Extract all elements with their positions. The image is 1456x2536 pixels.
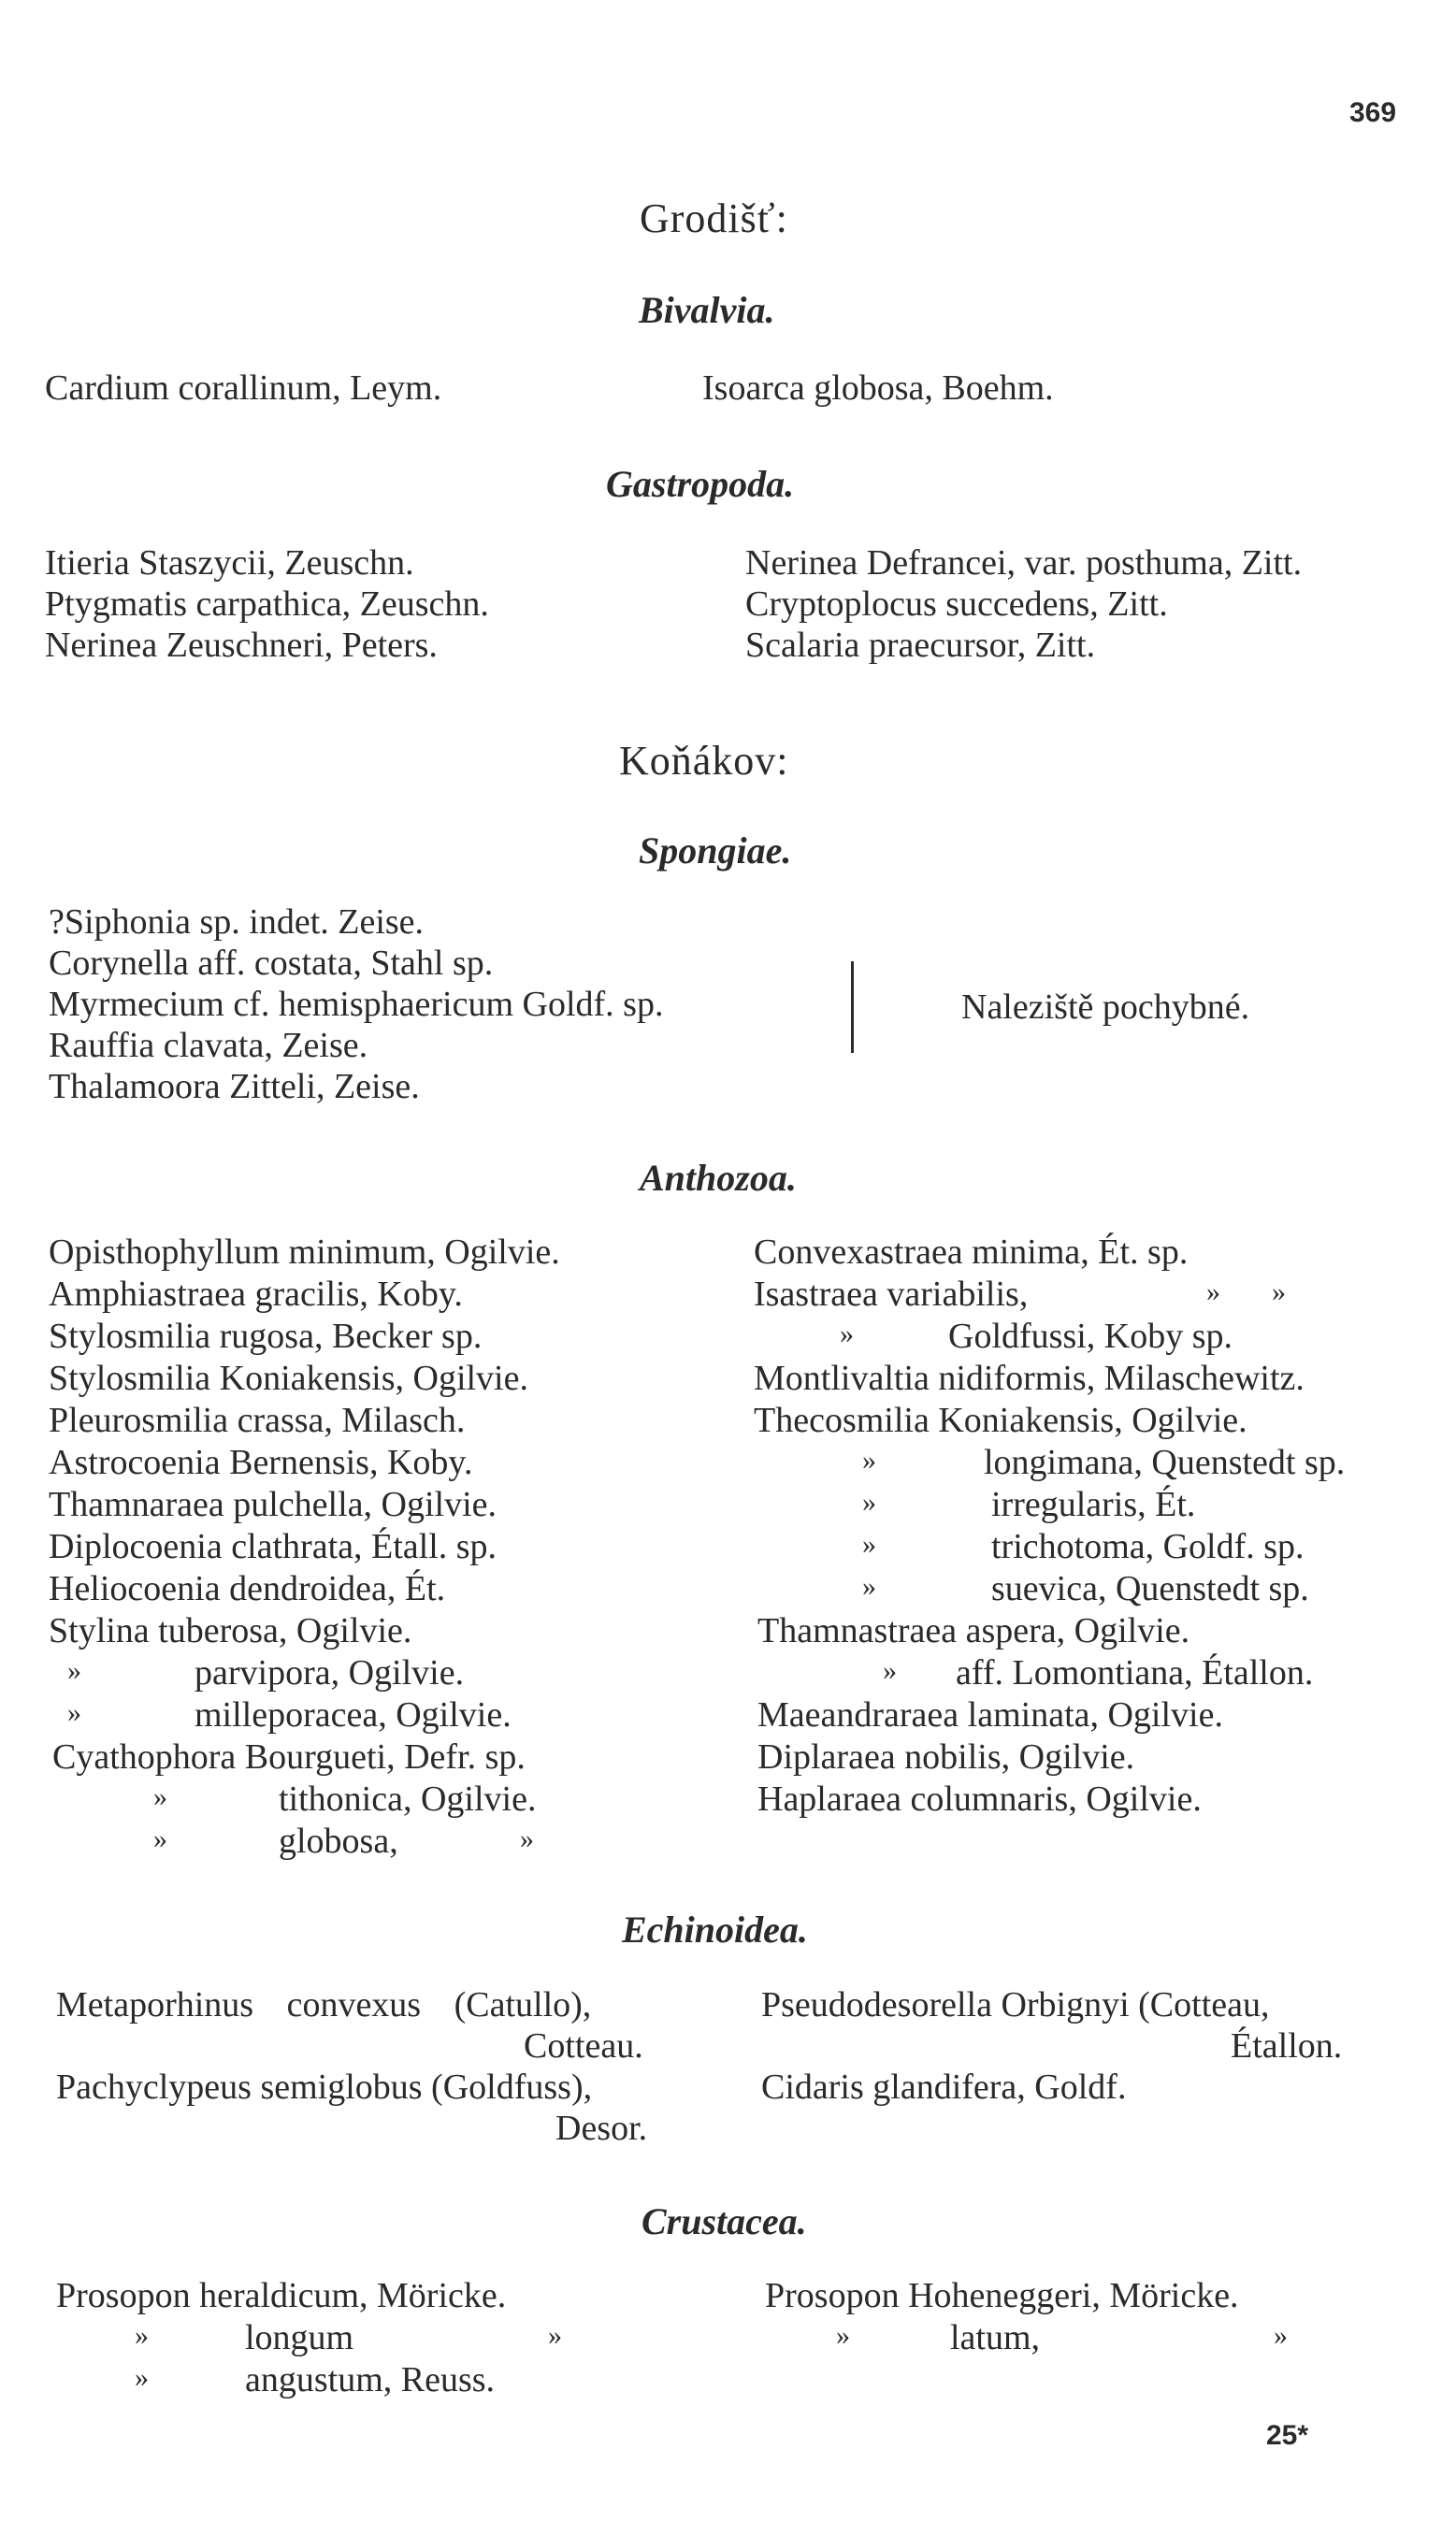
species-entry: Thamnaraea pulchella, Ogilvie. <box>49 1485 497 1524</box>
species-entry: Isoarca globosa, Boehm. <box>702 368 1054 408</box>
heading-crustacea: Crustacea. <box>642 2200 807 2242</box>
species-entry: Diplaraea nobilis, Ogilvie. <box>757 1737 1135 1777</box>
ditto-mark: » <box>548 2320 562 2351</box>
ditto-mark: » <box>862 1445 876 1476</box>
ditto-mark: » <box>836 2320 850 2351</box>
species-entry: Diplocoenia clathrata, Étall. sp. <box>49 1527 497 1566</box>
species-entry: Pseudodesorella Orbignyi (Cotteau, <box>761 1985 1270 2024</box>
species-entry: Thamnastraea aspera, Ogilvie. <box>757 1611 1190 1650</box>
ditto-mark: » <box>67 1655 81 1686</box>
species-entry: Nerinea Zeuschneri, Peters. <box>45 626 438 665</box>
species-entry: Nerinea Defrancei, var. posthuma, Zitt. <box>745 543 1303 583</box>
location-title-grodisst: Grodišť: <box>640 195 788 241</box>
species-entry: latum, <box>950 2318 1041 2357</box>
species-entry <box>56 1984 711 2025</box>
ditto-mark: » <box>862 1529 876 1560</box>
grouping-brace <box>851 961 854 1053</box>
species-entry: Ptygmatis carpathica, Zeuschn. <box>45 584 489 624</box>
species-entry: Goldfussi, Koby sp. <box>948 1317 1233 1356</box>
page-number: 369 <box>1349 97 1397 128</box>
location-title-koniakov: Koňákov: <box>619 738 789 784</box>
species-entry: milleporacea, Ogilvie. <box>195 1695 512 1735</box>
species-entry: Rauffia clavata, Zeise. <box>49 1026 368 1065</box>
ditto-mark: » <box>1274 2320 1288 2351</box>
ditto-mark: » <box>153 1823 167 1854</box>
heading-bivalvia: Bivalvia. <box>639 289 775 331</box>
species-author: Desor. <box>555 2109 648 2148</box>
species-entry: Itieria Staszycii, Zeuschn. <box>45 543 414 583</box>
ditto-mark: » <box>135 2320 149 2351</box>
species-entry: Pleurosmilia crassa, Milasch. <box>49 1401 466 1440</box>
species-entry: longimana, Quenstedt sp. <box>984 1443 1346 1482</box>
heading-anthozoa: Anthozoa. <box>640 1157 797 1199</box>
species-entry: Isastraea variabilis, <box>754 1275 1029 1314</box>
species-entry: Cyathophora Bourgueti, Defr. sp. <box>52 1737 526 1777</box>
species-entry: Corynella aff. costata, Stahl sp. <box>49 944 494 983</box>
species-entry: Scalaria praecursor, Zitt. <box>745 626 1096 665</box>
footer-signature-mark: 25* <box>1266 2420 1309 2451</box>
species-entry: Astrocoenia Bernensis, Koby. <box>49 1443 473 1482</box>
species-entry: Haplaraea columnaris, Ogilvie. <box>757 1780 1202 1819</box>
species-entry: tithonica, Ogilvie. <box>279 1780 537 1819</box>
species-entry: angustum, Reuss. <box>245 2360 496 2399</box>
species-entry: Stylosmilia rugosa, Becker sp. <box>49 1317 483 1356</box>
heading-spongiae: Spongiae. <box>639 829 792 872</box>
locality-note: Naleziště pochybné. <box>961 987 1250 1027</box>
species-entry: Maeandraraea laminata, Ogilvie. <box>757 1695 1223 1735</box>
ditto-mark: » <box>883 1655 897 1686</box>
heading-echinoidea: Echinoidea. <box>622 1909 808 1951</box>
heading-gastropoda: Gastropoda. <box>606 463 795 505</box>
species-entry: Cryptoplocus succedens, Zitt. <box>745 584 1168 624</box>
species-entry: Prosopon Hoheneggeri, Möricke. <box>765 2276 1239 2315</box>
species-entry: Opisthophyllum minimum, Ogilvie. <box>49 1232 560 1272</box>
species-entry: Stylina tuberosa, Ogilvie. <box>49 1611 412 1650</box>
species-entry: Cardium corallinum, Leym. <box>45 368 442 408</box>
ditto-mark: » <box>1206 1276 1220 1307</box>
ditto-mark: » <box>862 1571 876 1602</box>
species-entry: parvipora, Ogilvie. <box>195 1653 465 1693</box>
ditto-mark: » <box>153 1781 167 1812</box>
species-entry: Convexastraea minima, Ét. sp. <box>754 1232 1189 1272</box>
ditto-mark: » <box>840 1318 854 1349</box>
ditto-mark: » <box>135 2362 149 2393</box>
species-entry: irregularis, Ét. <box>991 1485 1196 1524</box>
species-entry: Heliocoenia dendroidea, Ét. <box>49 1569 446 1608</box>
species-entry: trichotoma, Goldf. sp. <box>991 1527 1305 1566</box>
species-name: Metaporhinus convexus (Catullo), <box>56 1985 592 2024</box>
species-entry: Thalamoora Zitteli, Zeise. <box>49 1067 420 1106</box>
species-entry: Thecosmilia Koniakensis, Ogilvie. <box>754 1401 1247 1440</box>
species-author: Étallon. <box>1231 2026 1343 2066</box>
species-author: Cotteau. <box>524 2026 643 2066</box>
species-entry: ?Siphonia sp. indet. Zeise. <box>49 902 425 942</box>
species-entry: Myrmecium cf. hemisphaericum Goldf. sp. <box>49 985 664 1024</box>
species-entry: Cidaris glandifera, Goldf. <box>761 2068 1127 2107</box>
ditto-mark: » <box>1272 1276 1286 1307</box>
species-entry: Stylosmilia Koniakensis, Ogilvie. <box>49 1359 528 1398</box>
species-entry: Pachyclypeus semiglobus (Goldfuss), <box>56 2068 593 2107</box>
ditto-mark: » <box>520 1823 534 1854</box>
species-entry: Montlivaltia nidiformis, Milaschewitz. <box>754 1359 1305 1398</box>
species-entry: globosa, <box>279 1822 398 1861</box>
species-entry: aff. Lomontiana, Étallon. <box>956 1653 1314 1693</box>
ditto-mark: » <box>67 1697 81 1728</box>
ditto-mark: » <box>862 1487 876 1518</box>
species-entry: Prosopon heraldicum, Möricke. <box>56 2276 507 2315</box>
species-entry: longum <box>245 2318 354 2357</box>
species-entry: suevica, Quenstedt sp. <box>991 1569 1309 1608</box>
species-entry: Amphiastraea gracilis, Koby. <box>49 1275 463 1314</box>
